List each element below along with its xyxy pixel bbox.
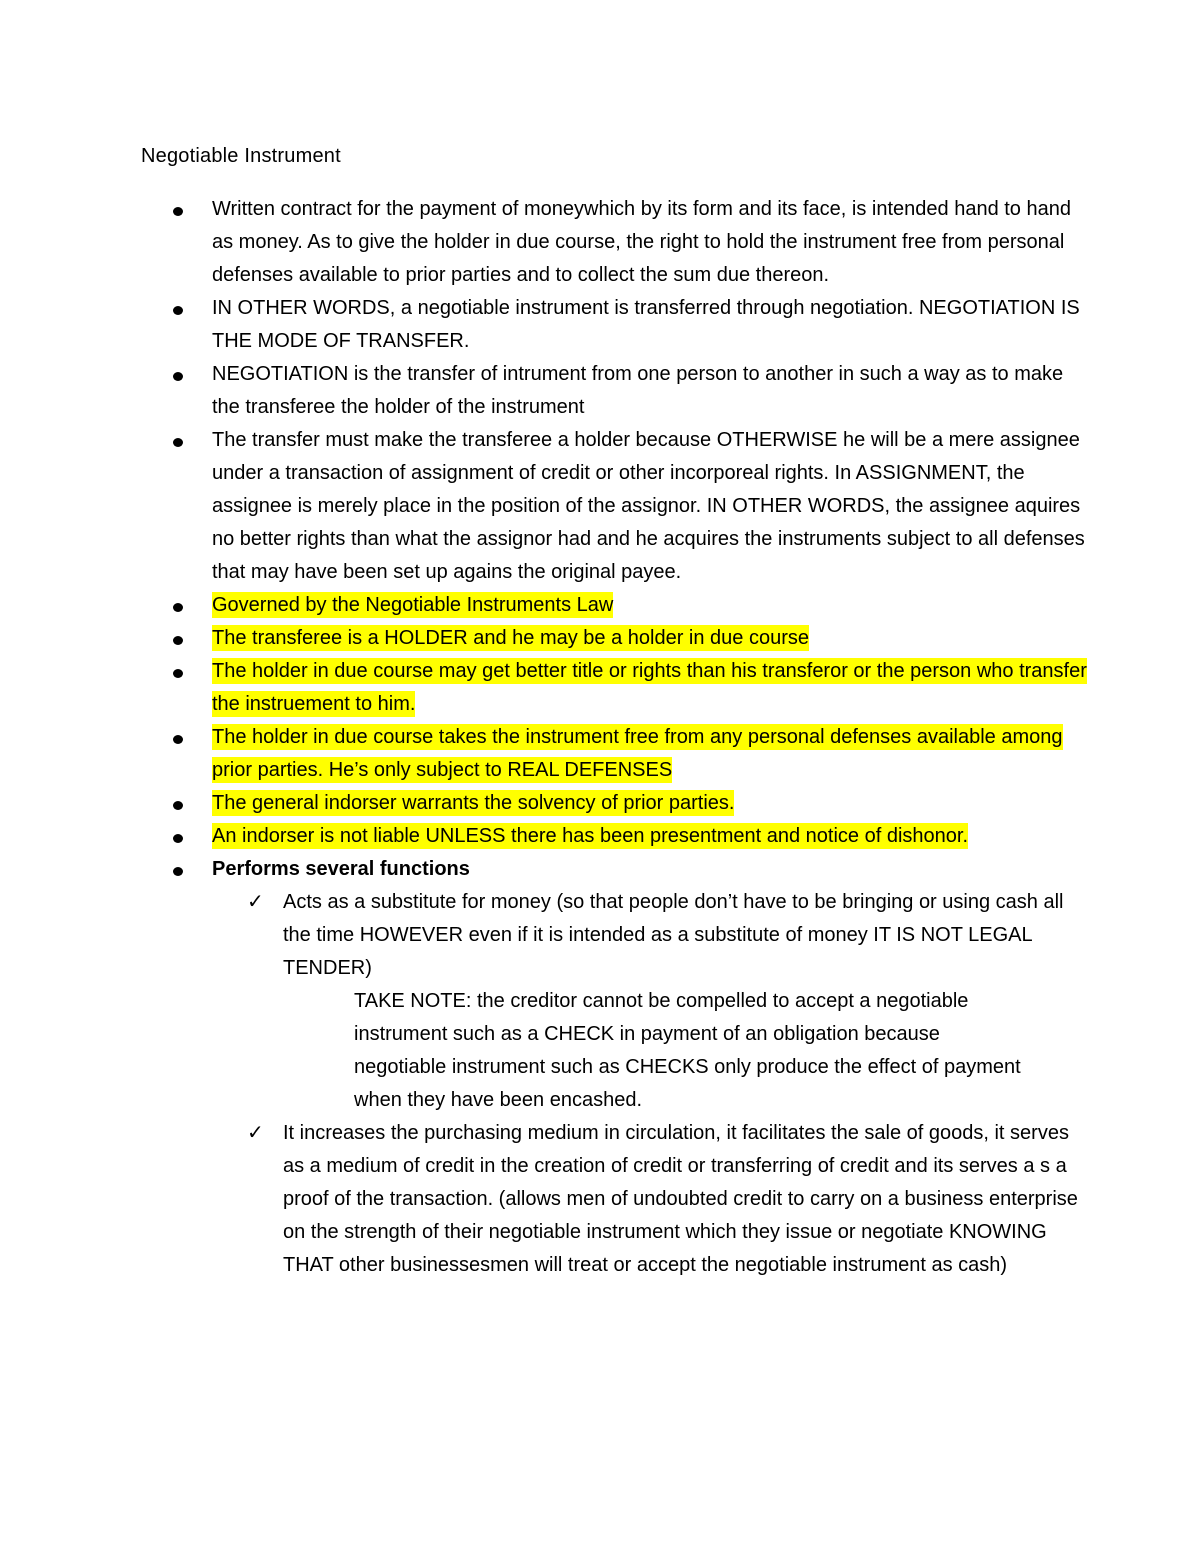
bullet-dot-icon xyxy=(173,834,183,843)
list-item xyxy=(212,193,1092,292)
highlighted-list-item xyxy=(212,589,1092,622)
highlighted-text: The general indorser warrants the solvency of prior parties. xyxy=(212,792,735,814)
list-item xyxy=(212,292,1092,358)
highlighted-text: The holder in due course may get better title or rights than his transferor or the person who transfer the instruement to him. xyxy=(212,660,1087,715)
sub-list-item xyxy=(247,1117,1092,1282)
bullet-dot-icon xyxy=(173,735,183,744)
list-item xyxy=(212,424,1092,589)
highlighted-text: The holder in due course takes the instrument free from any personal defenses available among prior parties. He’s only subject to REAL DEFENSES xyxy=(212,726,1063,781)
highlighted-list-item xyxy=(212,787,1092,820)
bullet-dot-icon xyxy=(173,636,183,645)
main-bullet-list xyxy=(212,193,1092,1282)
bullet-dot-icon xyxy=(173,801,183,810)
highlighted-list-item xyxy=(212,721,1092,787)
highlighted-text: An indorser is not liable UNLESS there has been presentment and notice of dishonor. xyxy=(212,825,969,847)
bullet-dot-icon xyxy=(173,603,183,612)
bullet-dot-icon xyxy=(173,306,183,315)
bullet-dot-icon xyxy=(173,207,183,216)
highlighted-list-item xyxy=(212,820,1092,853)
checkmark-icon: ✓ xyxy=(247,889,264,913)
bullet-dot-icon xyxy=(173,372,183,381)
list-item xyxy=(212,358,1092,424)
functions-sub-list xyxy=(212,886,1092,1282)
highlighted-text: Governed by the Negotiable Instruments Law xyxy=(212,594,614,616)
functions-heading: Performs several functions xyxy=(212,858,470,880)
sub-list-item xyxy=(247,886,1092,1117)
document-title: Negotiable Instrument xyxy=(141,145,341,167)
bullet-dot-icon xyxy=(173,438,183,447)
bullet-text: Written contract for the payment of moneywhich by its form and its face, is intended hand to hand as money. As to give the holder in due course, the right to hold the instrument free from personal defenses available to prior parties and to collect the sum due thereon. xyxy=(212,198,1071,286)
sub-item-text: It increases the purchasing medium in circulation, it facilitates the sale of goods, it serves as a medium of credit in the creation of credit or transferring of credit and its serves a s a proof of the transaction. (allows men of undoubted credit to carry on a business enterprise on the strength of their negotiable instrument which they issue or negotiate KNOWING THAT other businessesmen will treat or accept the negotiable instrument as cash) xyxy=(283,1122,1078,1276)
highlighted-text: The transferee is a HOLDER and he may be a holder in due course xyxy=(212,627,809,649)
functions-list-item xyxy=(212,853,1092,1282)
highlighted-list-item xyxy=(212,622,1092,655)
sub-item-text: Acts as a substitute for money (so that people don’t have to be bringing or using cash all the time HOWEVER even if it is intended as a substitute of money IT IS NOT LEGAL TENDER) xyxy=(283,891,1064,979)
bullet-text: The transfer must make the transferee a holder because OTHERWISE he will be a mere assignee under a transaction of assignment of credit or other incorporeal rights. In ASSIGNMENT, the assignee is merely place in the position of the assignor. IN OTHER WORDS, the assignee aquires no better rights than what the assignor had and he acquires the instruments subject to all defenses that may have been set up agains the original payee. xyxy=(212,429,1085,583)
bullet-dot-icon xyxy=(173,867,183,876)
highlighted-list-item xyxy=(212,655,1092,721)
bullet-dot-icon xyxy=(173,669,183,678)
take-note-paragraph: TAKE NOTE: the creditor cannot be compelled to accept a negotiable instrument such as a CHECK in payment of an obligation because negotiable instrument such as CHECKS only produce the effect of payment when they have been encashed. xyxy=(354,990,1021,1111)
bullet-text: NEGOTIATION is the transfer of intrument from one person to another in such a way as to make the transferee the holder of the instrument xyxy=(212,363,1064,418)
bullet-text: IN OTHER WORDS, a negotiable instrument is transferred through negotiation. NEGOTIATION IS THE MODE OF TRANSFER. xyxy=(212,297,1080,352)
checkmark-icon: ✓ xyxy=(247,1120,264,1144)
